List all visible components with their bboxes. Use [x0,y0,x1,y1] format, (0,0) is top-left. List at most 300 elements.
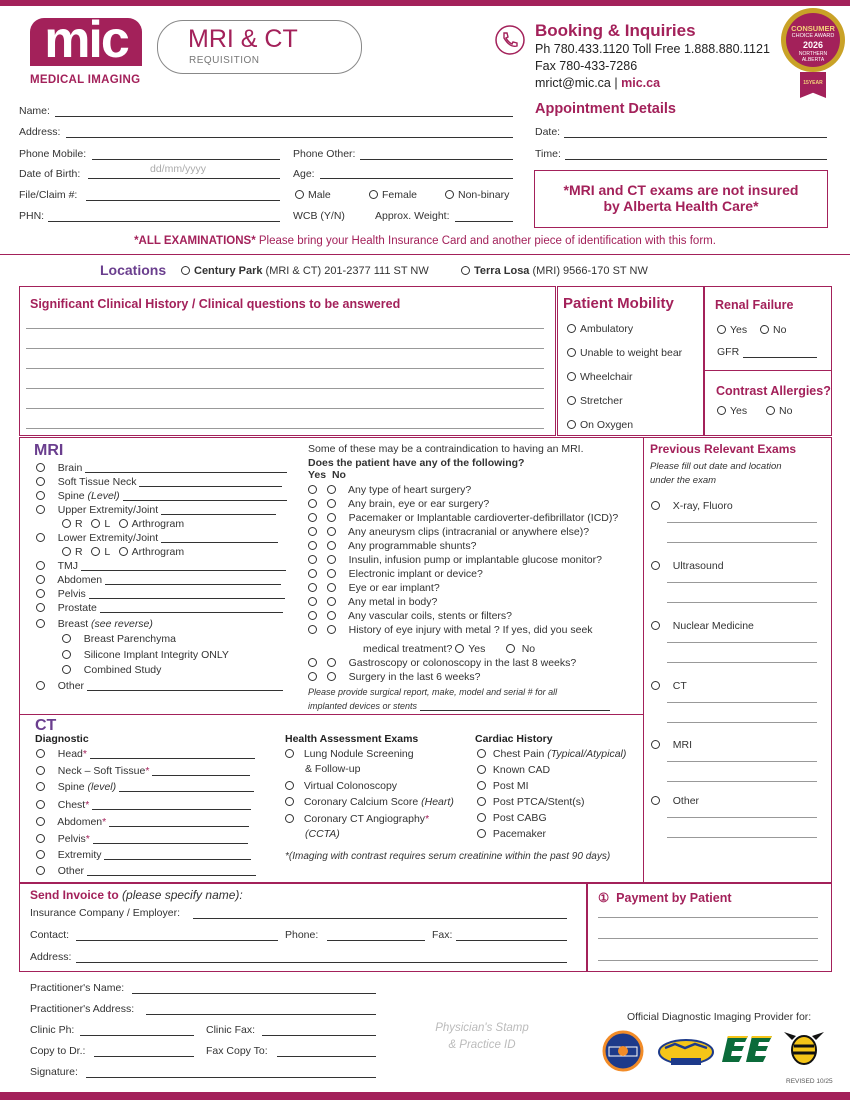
previous-exam-line[interactable] [667,722,817,723]
radio-circle[interactable] [477,797,486,806]
booking-contact [535,76,660,90]
ct-chest-label: Chest [57,799,86,811]
mobility-option[interactable] [567,323,633,335]
previous-exams-divider [643,437,644,882]
no-radio[interactable] [327,625,336,634]
radio-circle[interactable] [36,533,45,542]
stingers-logo [782,1028,826,1070]
award-region1: NORTHERN [798,51,828,57]
gfr-field[interactable] [743,357,817,358]
physician-stamp-line2: & Practice ID [448,1039,516,1051]
previous-exam-line[interactable] [667,582,817,583]
mri-title: MRI [34,442,64,459]
radio-circle[interactable] [62,650,71,659]
mri-other-field[interactable] [87,690,283,691]
mri-soft-tissue-neck[interactable] [36,476,282,488]
cardiac-known-cad[interactable] [477,764,550,776]
radio-circle[interactable] [477,813,486,822]
mri-prostate-field[interactable] [100,612,283,613]
renal-contrast-divider [704,370,831,371]
address-label: Address: [19,126,61,138]
radio-circle[interactable] [62,519,71,528]
gender-female[interactable] [369,189,417,201]
invoice-phone-field[interactable] [327,940,425,941]
clinic-fax-field[interactable] [262,1035,376,1036]
mri-other[interactable] [36,680,283,692]
phone-mobile-field[interactable] [92,159,280,160]
ct-chest-field[interactable] [92,809,251,810]
mobility-option[interactable] [567,347,682,359]
ct-calcium-score[interactable] [285,796,454,808]
radio-circle[interactable] [91,547,100,556]
ct-lung-nodule[interactable] [285,748,414,760]
mri-prostate-label: Prostate [57,602,97,614]
ct-neck[interactable] [36,765,250,777]
invoice-contact-field[interactable] [76,940,278,941]
yes-radio[interactable] [308,513,317,522]
contraindication-row[interactable] [308,568,483,580]
invoice-phone-label: Phone: [285,929,319,941]
no-radio[interactable] [327,541,336,550]
mobility-option[interactable] [567,419,633,431]
contrast-yes-label: Yes [730,405,748,417]
signature-field[interactable] [86,1077,376,1078]
form-title: MRI & CT [188,25,298,53]
contraindication-text: Electronic implant or device? [348,568,483,580]
ct-extremity-field[interactable] [104,859,251,860]
radio-circle[interactable] [36,505,45,514]
mobility-option[interactable] [567,371,633,383]
radio-circle[interactable] [119,547,128,556]
mobility-label: Stretcher [580,395,623,407]
clinical-line[interactable] [26,368,544,369]
contraindication-row[interactable] [308,596,437,608]
previous-exam-item[interactable] [651,620,754,632]
arthrogram-label: Arthrogram [131,518,185,530]
award-region2: ALBERTA [801,57,825,63]
ct-virtual-colonoscopy[interactable] [285,780,397,792]
mri-lower-field[interactable] [161,542,278,543]
radio-circle[interactable] [36,619,45,628]
contraindication-row[interactable] [308,526,589,538]
radio-circle[interactable] [91,519,100,528]
weight-field[interactable] [455,221,513,222]
all-examinations-text: Please bring your Health Insurance Card and another piece of identification with this form. [255,235,716,247]
previous-exam-line[interactable] [667,542,817,543]
ct-spine-field[interactable] [119,791,254,792]
invoice-contact-label: Contact: [30,929,70,941]
radio-circle[interactable] [567,324,576,333]
previous-exam-item[interactable] [651,739,692,751]
no-radio[interactable] [327,485,336,494]
no-radio[interactable] [327,569,336,578]
loc2-detail: (MRI) 9566-170 ST NW [529,265,648,277]
radio-circle[interactable] [36,766,45,775]
phone-other-label: Phone Other: [293,148,356,160]
no-radio[interactable] [327,597,336,606]
radio-circle[interactable] [36,749,45,758]
radio-circle[interactable] [760,325,769,334]
no-radio[interactable] [327,499,336,508]
mri-combined-label: Combined Study [83,664,162,676]
yes-radio[interactable] [308,555,317,564]
q11-cont-text: medical treatment? [363,643,453,655]
no-radio[interactable] [327,555,336,564]
radio-circle[interactable] [62,634,71,643]
mri-tmj-label: TMJ [57,560,78,572]
payment-title-row [598,890,732,905]
radio-circle[interactable] [119,519,128,528]
renal-yes[interactable] [717,324,747,336]
mri-spine-field[interactable] [123,500,287,501]
cardiac-pacemaker[interactable] [477,828,546,840]
mri-tmj-field[interactable] [81,570,286,571]
contra-question: Does the patient have any of the following? [308,457,525,469]
mri-breast-parenchyma-label: Breast Parenchyma [83,633,176,645]
radio-circle[interactable] [36,589,45,598]
mri-pelvis-field[interactable] [89,598,285,599]
file-claim-label: File/Claim #: [19,189,78,201]
yes-radio[interactable] [308,611,317,620]
contra-q11-cont [363,643,535,655]
mri-silicone-implant[interactable] [62,649,229,661]
phn-field[interactable] [48,221,280,222]
fax-copy-label: Fax Copy To: [206,1045,268,1057]
payment-line[interactable] [598,960,818,961]
age-label: Age: [293,168,315,180]
mri-abdomen-field[interactable] [105,584,281,585]
radio-circle[interactable] [285,749,294,758]
gender-nonbinary[interactable] [445,189,509,201]
mri-brain[interactable] [36,462,287,474]
mri-neck-field[interactable] [139,486,282,487]
ct-head-field[interactable] [90,758,255,759]
ct-diagnostic-title: Diagnostic [35,733,89,745]
signature-label: Signature: [30,1066,78,1078]
radio-circle[interactable] [62,665,71,674]
all-examinations-bold: *ALL EXAMINATIONS* [134,235,256,247]
calcium-label: Coronary Calcium Score [303,796,419,808]
contraindication-row[interactable] [308,554,602,566]
insurance-employer-label: Insurance Company / Employer: [30,907,180,919]
radio-circle[interactable] [285,781,294,790]
mri-upper-side[interactable] [62,518,184,530]
payment-line[interactable] [598,917,818,918]
contraindication-text: History of eye injury with metal ? If yes, did you seek [348,624,593,636]
ct-other[interactable] [36,865,256,877]
yes-radio[interactable] [308,583,317,592]
location-terra-losa[interactable] [461,265,648,277]
copy-to-dr-field[interactable] [94,1056,194,1057]
ct-extremity-label: Extremity [57,849,102,861]
radio-circle[interactable] [717,406,726,415]
mri-silicone-label: Silicone Implant Integrity ONLY [83,649,229,661]
age-field[interactable] [320,178,513,179]
r-label: R [75,546,83,558]
clinic-fax-label: Clinic Fax: [206,1024,256,1036]
previous-exam-line[interactable] [667,702,817,703]
radio-circle[interactable] [651,501,660,510]
q11-no: No [521,643,536,655]
oil-kings-logo [657,1034,715,1070]
radio-circle[interactable] [445,190,454,199]
no-radio[interactable] [327,611,336,620]
mri-spine[interactable] [36,490,287,502]
award-year: 2026 [802,40,824,50]
contraindication-row[interactable] [308,624,593,636]
phone-other-field[interactable] [360,159,513,160]
radio-circle[interactable] [36,477,45,486]
booking-website[interactable]: mic.ca [621,76,661,90]
mobility-label: Wheelchair [580,371,633,383]
contraindication-row[interactable] [308,540,476,552]
weight-label: Approx. Weight: [375,210,450,222]
l-label: L [104,546,110,558]
ct-pelvis-field[interactable] [93,843,248,844]
invoice-address-label: Address: [30,951,72,963]
mri-breast[interactable] [36,618,153,630]
radio-circle[interactable] [181,266,190,275]
practitioner-address-label: Practitioner's Address: [30,1003,135,1015]
radio-circle[interactable] [36,575,45,584]
mri-lower-side[interactable] [62,546,184,558]
contra-intro: Some of these may be a contraindication to having an MRI. [308,443,584,455]
radio-circle[interactable] [36,817,45,826]
clinical-line[interactable] [26,408,544,409]
radio-circle[interactable] [651,796,660,805]
invoice-address-field[interactable] [76,962,567,963]
gender-male[interactable] [295,189,331,201]
radio-circle[interactable] [651,621,660,630]
practitioner-name-field[interactable] [132,993,376,994]
radio-circle[interactable] [651,681,660,690]
mri-abdomen[interactable] [36,574,281,586]
radio-circle[interactable] [461,266,470,275]
r-label: R [75,518,83,530]
mri-breast-label: Breast [57,618,89,630]
no-radio[interactable] [327,527,336,536]
cardiac-post-cabg[interactable] [477,812,547,824]
radio-circle[interactable] [36,800,45,809]
contraindication-row[interactable] [308,498,489,510]
insurance-employer-field[interactable] [193,918,567,919]
radio-circle[interactable] [36,463,45,472]
no-radio[interactable] [327,583,336,592]
radio-circle[interactable] [651,740,660,749]
ct-extremity[interactable] [36,849,251,861]
mri-breast-parenchyma[interactable] [62,633,176,645]
mri-spine-label: Spine [57,490,85,502]
radio-circle[interactable] [36,491,45,500]
mri-neck-label: Soft Tissue Neck [57,476,137,488]
mri-brain-field[interactable] [85,472,287,473]
yes-radio[interactable] [308,658,317,667]
yes-radio[interactable] [308,672,317,681]
contraindication-text: Any metal in body? [348,596,438,608]
yes-radio[interactable] [308,625,317,634]
mri-tmj[interactable] [36,560,286,572]
mobility-option[interactable] [567,395,623,407]
ct-abdomen-field[interactable] [109,826,249,827]
radio-circle[interactable] [369,190,378,199]
previous-exam-item[interactable] [651,560,724,572]
previous-exam-label: MRI [672,739,693,751]
copy-to-dr-label: Copy to Dr.: [30,1045,86,1057]
appointment-time-field[interactable] [565,159,827,160]
location-century-park[interactable] [181,265,429,277]
health-assessment-title: Health Assessment Exams [285,733,419,745]
radio-circle[interactable] [285,797,294,806]
cardiac-chest-pain[interactable] [477,748,626,760]
invoice-fax-label: Fax: [432,929,453,941]
yes-radio[interactable] [308,485,317,494]
dob-field[interactable] [88,178,280,179]
cardiac-post-mi[interactable] [477,780,529,792]
ct-head[interactable] [36,748,255,760]
appointment-date-field[interactable] [564,137,827,138]
contrast-yes[interactable] [717,405,747,417]
radio-circle[interactable] [36,603,45,612]
ct-angiography[interactable] [285,813,429,825]
radio-circle[interactable] [477,829,486,838]
lung-label: Lung Nodule Screening [303,748,414,760]
payment-line[interactable] [598,938,818,939]
previous-exam-line[interactable] [667,817,817,818]
ct-title: CT [35,717,57,734]
renal-no-label: No [773,324,787,336]
cad-label: Known CAD [492,764,551,776]
ct-other-field[interactable] [87,875,256,876]
ct-chest[interactable] [36,799,251,811]
award-years: 15YEAR [803,80,823,86]
radio-circle[interactable] [567,396,576,405]
radio-circle[interactable] [62,547,71,556]
loc2-name: Terra Losa [474,265,530,277]
radio-circle[interactable] [36,782,45,791]
locations-title: Locations [100,262,167,278]
clinical-line[interactable] [26,328,544,329]
radio-circle[interactable] [36,681,45,690]
contraindication-row[interactable] [308,671,481,683]
address-field[interactable] [66,137,513,138]
contraindication-text: Any brain, eye or ear surgery? [348,498,490,510]
mri-upper-field[interactable] [161,514,276,515]
practitioner-address-field[interactable] [146,1014,376,1015]
phn-label: PHN: [19,210,45,222]
mri-ct-divider [19,714,644,715]
cardiac-post-ptca[interactable] [477,796,585,808]
previous-exam-line[interactable] [667,837,817,838]
radio-circle[interactable] [766,406,775,415]
radio-circle[interactable] [567,372,576,381]
mri-pelvis[interactable] [36,588,285,600]
yes-radio[interactable] [308,569,317,578]
radio-circle[interactable] [295,190,304,199]
mri-spine-level: (Level) [87,490,120,502]
previous-exam-item[interactable] [651,500,733,512]
ct-pelvis-label: Pelvis [57,833,86,845]
dob-placeholder: dd/mm/yyyy [150,163,207,175]
invoice-fax-field[interactable] [456,940,567,941]
angio-label: Coronary CT Angiography [303,813,426,825]
mobility-label: Unable to weight bear [580,347,683,359]
contraindication-row[interactable] [308,610,512,622]
appointment-time-label: Time: [535,148,561,160]
ct-other-label: Other [57,865,85,877]
implant-details-field[interactable] [420,710,610,711]
radio-circle[interactable] [36,561,45,570]
clinical-line[interactable] [26,348,544,349]
radio-circle[interactable] [567,420,576,429]
radio-circle[interactable] [36,866,45,875]
ct-neck-field[interactable] [152,775,250,776]
previous-exam-line[interactable] [667,522,817,523]
radio-circle[interactable] [506,644,515,653]
yes-radio[interactable] [308,597,317,606]
previous-exam-line[interactable] [667,642,817,643]
renal-no[interactable] [760,324,786,336]
previous-exam-line[interactable] [667,602,817,603]
cardiac-history-title: Cardiac History [475,733,553,745]
ct-spine-label: Spine [57,781,85,793]
mri-prostate[interactable] [36,602,283,614]
no-radio[interactable] [327,672,336,681]
radio-circle[interactable] [477,749,486,758]
radio-circle[interactable] [477,765,486,774]
contraindication-row[interactable] [308,512,618,524]
mri-upper-extremity[interactable] [36,504,276,516]
ct-abdomen[interactable] [36,816,249,828]
clinical-line[interactable] [26,388,544,389]
name-field[interactable] [55,116,513,117]
booking-title: Booking & Inquiries [535,21,696,40]
yes-radio[interactable] [308,527,317,536]
radio-circle[interactable] [477,781,486,790]
previous-exam-line[interactable] [667,781,817,782]
radio-circle[interactable] [651,561,660,570]
clinical-history-title: Significant Clinical History / Clinical questions to be answered [30,297,401,311]
contrast-no[interactable] [766,405,792,417]
yes-radio[interactable] [308,499,317,508]
previous-exam-item[interactable] [651,680,687,692]
radio-circle[interactable] [36,834,45,843]
clinic-phone-field[interactable] [80,1035,194,1036]
radio-circle[interactable] [455,644,464,653]
previous-exam-item[interactable] [651,795,699,807]
mri-lower-extremity[interactable] [36,532,278,544]
radio-circle[interactable] [717,325,726,334]
previous-exam-line[interactable] [667,662,817,663]
ct-spine[interactable] [36,781,254,793]
elks-logo [722,1034,774,1066]
file-claim-field[interactable] [86,200,280,201]
contraindication-row[interactable] [308,582,440,594]
booking-email[interactable]: mrict@mic.ca [535,76,611,90]
no-radio[interactable] [327,513,336,522]
mri-combined-study[interactable] [62,664,161,676]
yes-radio[interactable] [308,541,317,550]
radio-circle[interactable] [567,348,576,357]
radio-circle[interactable] [285,814,294,823]
contraindication-row[interactable] [308,657,576,669]
radio-circle[interactable] [36,850,45,859]
previous-exam-line[interactable] [667,761,817,762]
no-radio[interactable] [327,658,336,667]
contraindication-row[interactable] [308,484,471,496]
clinical-line[interactable] [26,428,544,429]
ct-pelvis[interactable] [36,833,248,845]
fax-copy-field[interactable] [277,1056,376,1057]
